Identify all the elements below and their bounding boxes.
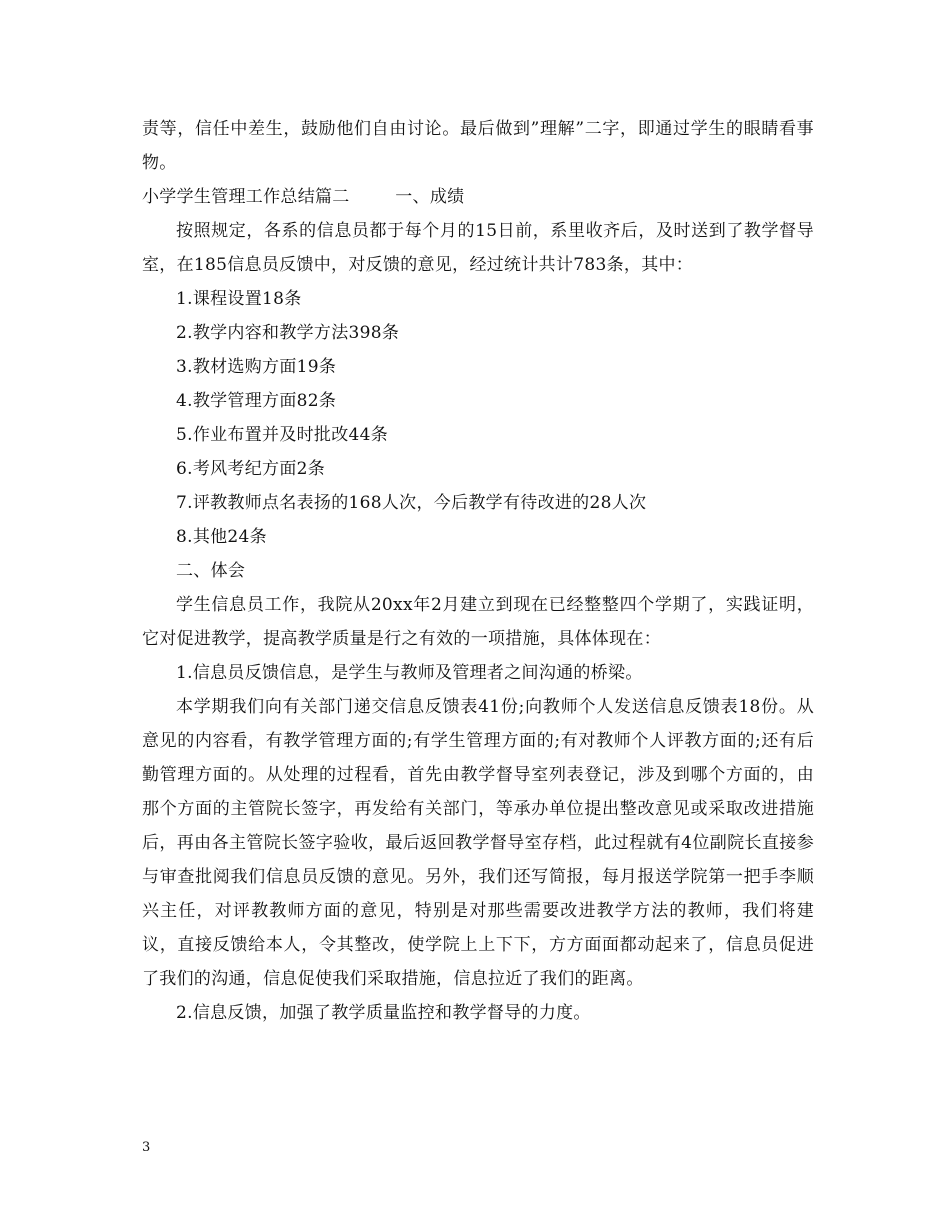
list-item: 7.评教教师点名表扬的168人次，今后教学有待改进的28人次 <box>176 493 647 513</box>
list-item: 8.其他24条 <box>176 527 267 547</box>
list-item: 5.作业布置并及时批改44条 <box>176 425 389 445</box>
list-item: 3.教材选购方面19条 <box>176 357 337 377</box>
section-heading: 小学学生管理工作总结篇二 一、成绩 <box>142 187 465 207</box>
list-item: 4.教学管理方面82条 <box>176 391 337 411</box>
page-number: 3 <box>142 1140 151 1155</box>
paragraph-details: 本学期我们向有关部门递交信息反馈表41份;向教师个人发送信息反馈表18份。从意见的内容看，有教学管理方面的;有学生管理方面的;有对教师个人评教方面的;还有后勤管理方面的。从处理的过程看，首先由教学督导室列表登记，涉及到哪个方面的，由那个方面的主管院长签字，再发给有关部门，等承办单位提出整改意见或采取改进措施后，再由各主管院长签字验收，最后返回教学督导室存档，此过程就有4位副院长直接参与审查批阅我们信息员反馈的意见。另外，我们还写简报，每月报送学院第一把手李顺兴主任，对评教教师方面的意见，特别是对那些需要改进教学方法的教师，我们将建议，直接反馈给本人，令其整改，使学院上上下下，方方面面都动起来了，信息员促进了我们的沟通，信息促使我们采取措施，信息拉近了我们的距离。 <box>142 697 814 989</box>
list-item: 2.信息反馈，加强了教学质量监控和教学督导的力度。 <box>176 1003 591 1023</box>
list-item: 1.课程设置18条 <box>176 289 302 309</box>
list-item: 6.考风考纪方面2条 <box>176 459 326 479</box>
subheading: 二、体会 <box>176 561 246 581</box>
paragraph-continuation: 责等，信任中差生，鼓励他们自由讨论。最后做到”理解”二字，即通过学生的眼睛看事物。 <box>142 119 814 173</box>
document-body <box>142 112 814 1030</box>
list-item: 2.教学内容和教学方法398条 <box>176 323 400 343</box>
list-item: 1.信息员反馈信息，是学生与教师及管理者之间沟通的桥梁。 <box>176 663 643 683</box>
paragraph-experience: 学生信息员工作，我院从20xx年2月建立到现在已经整整四个学期了，实践证明，它对促进教学，提高教学质量是行之有效的一项措施，具体体现在： <box>142 595 814 649</box>
paragraph-results: 按照规定，各系的信息员都于每个月的15日前，系里收齐后，及时送到了教学督导室，在185信息员反馈中，对反馈的意见，经过统计共计783条，其中： <box>142 221 814 275</box>
